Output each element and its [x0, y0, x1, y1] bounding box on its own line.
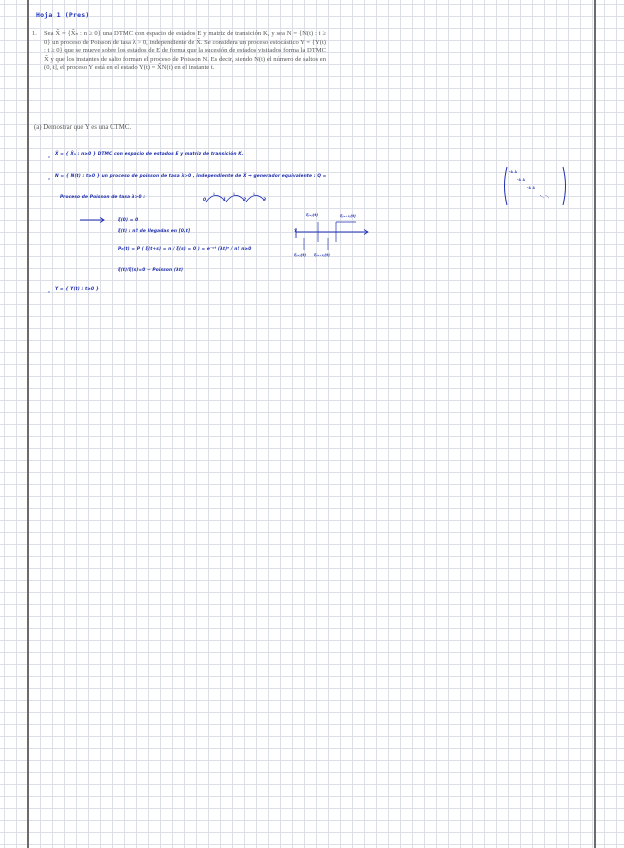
- page-header: Hoja 1 (Pres): [36, 11, 90, 19]
- timeline-label-bottom-1: ξ₍ₙ₎(t): [294, 252, 307, 257]
- state-0: 0: [203, 198, 207, 203]
- note-item-1: ξ(0) = 0: [118, 218, 139, 223]
- note-item-4: ξ(t)/ξ(s)=0 ~ Poisson (λt): [118, 268, 184, 273]
- state-3: 3: [263, 198, 267, 203]
- svg-text:λ: λ: [213, 192, 216, 196]
- timeline-label-top-2: ξ₍ₙ₊₁₎(t): [340, 213, 357, 218]
- svg-text:λ: λ: [233, 192, 236, 196]
- part-a-prompt: (a) Demostrar que Y es una CTMC.: [34, 124, 132, 131]
- note-line-4: Y = { Y(t) : t≥0 }: [55, 287, 99, 292]
- note-line-3: Proceso de Poisson de tasa λ>0 :: [60, 195, 146, 200]
- bullet-2: [48, 178, 50, 180]
- matrix-row-3: -λ λ: [527, 185, 536, 190]
- problem-statement: [34, 30, 326, 73]
- matrix-row-1: -λ λ: [509, 169, 518, 174]
- implies-arrow: [80, 217, 106, 223]
- problem-text: Sea X̂ = {X̂ₙ : n ≥ 0} una DTMC con espacio de estados E y matriz de transición K, y sea N = {N(t) : t ≥ 0} un proceso de Poisson de tasa λ > 0, independiente de X̂. Se considera un proceso estocástico Y = {Y(t) : t ≥ 0} que se mueve sobre los estados de E de forma que la sucesión de estados visitados forma la DTMC X̂ y que los instantes de salto forman el proceso de Poisson N. Es decir, siendo N(t) el número de saltos en (0, t], el proceso Y está en el estado Y(t) = X̂N(t) en el instante t.: [44, 30, 326, 72]
- matrix-row-2: -λ λ: [517, 177, 526, 182]
- note-line-1: X̂ = { X̂ₙ : n≥0 } DTMC con espacio de estados E y matriz de transición K.: [55, 152, 244, 157]
- state-2: 2: [243, 198, 247, 203]
- right-margin-line: [594, 0, 596, 848]
- note-item-2: ξ(t) : nº de llegadas en [0,t]: [118, 229, 191, 234]
- state-1: 1: [223, 198, 227, 203]
- poisson-state-arcs: [202, 190, 278, 206]
- bullet-1: [48, 156, 50, 158]
- timeline-label-t: T: [294, 228, 297, 233]
- note-line-2: N = { N(t) : t≥0 } un proceso de poisson de tasa λ>0 , independiente de X̂ ⇒ generador equivalente : Q =: [55, 174, 327, 179]
- bullet-3: [48, 291, 50, 293]
- timeline-label-top-1: ξ₍ₙ₎(t): [306, 212, 319, 217]
- left-margin-line: [27, 0, 29, 848]
- svg-text:λ: λ: [253, 192, 256, 196]
- matrix-row-4: ⋱ ⋱: [540, 194, 550, 199]
- timeline-label-bottom-2: ξ₍ₙ₊₁₎(t): [314, 252, 331, 257]
- problem-number: 1.: [32, 30, 37, 37]
- note-item-3: P₀(t) = P ( ξ(t+s) = n / ξ(s) = 0 ) = e⁻ᵘᵗ (λt)ⁿ / n! n≥0: [118, 247, 252, 252]
